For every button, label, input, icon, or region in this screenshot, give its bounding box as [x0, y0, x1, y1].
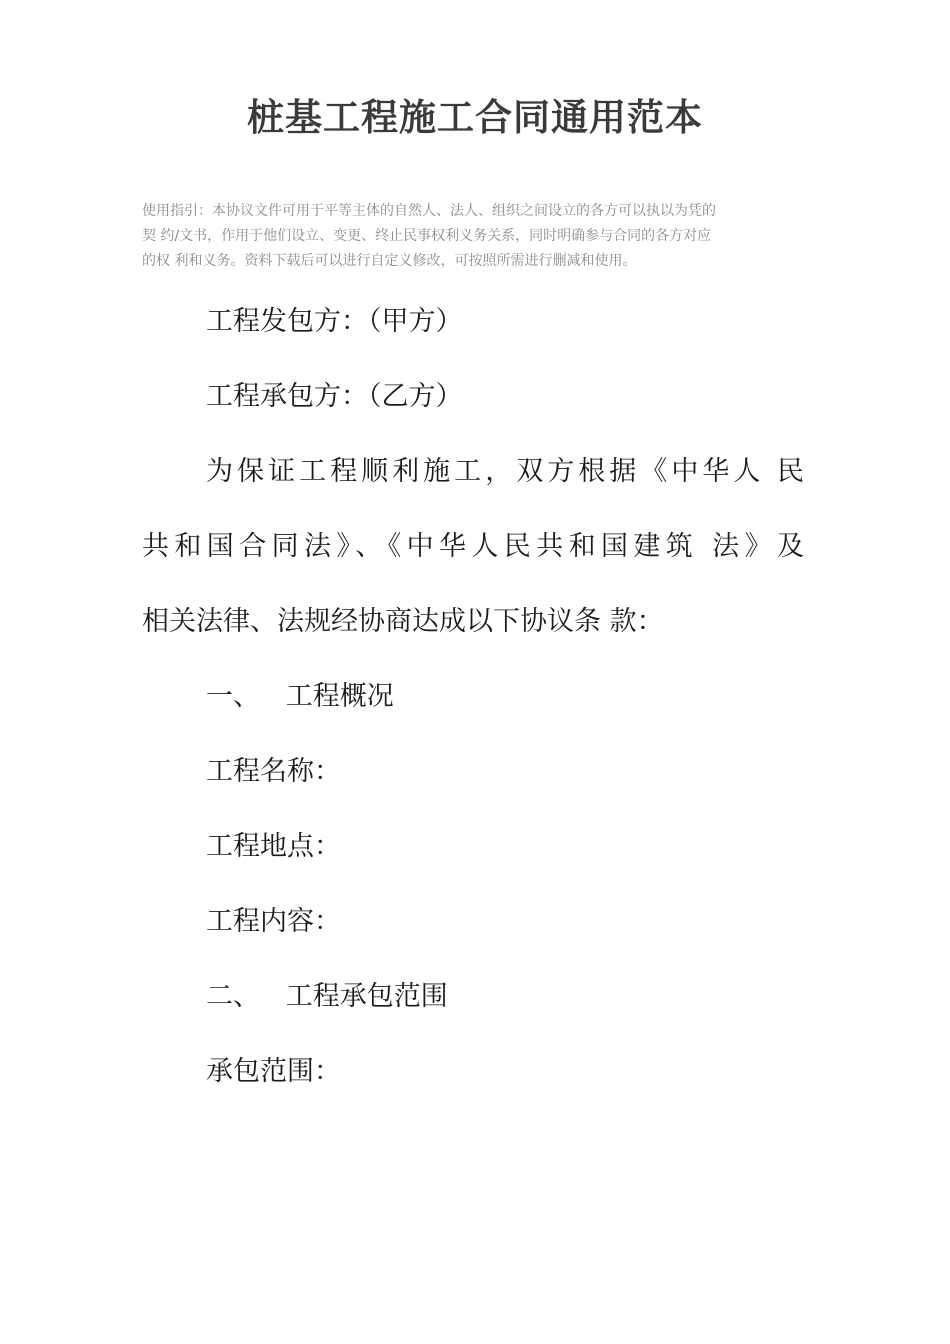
usage-guide-line: 使用指引：本协议文件可用于平等主体的自然人、法人、组织之间设立的各方可以执以为凭的 [142, 203, 716, 219]
project-location-label: 工程地点： [206, 831, 341, 862]
usage-guide-line: 的权 利和义务。资料下载后可以进行自定义修改，可按照所需进行删减和使用。 [142, 253, 637, 269]
project-name-label: 工程名称： [206, 756, 341, 787]
contract-scope-label: 承包范围： [206, 1056, 341, 1087]
preamble-line: 相关法律、法规经协商达成以下协议条 款： [142, 606, 664, 637]
section-heading-scope: 二、 工程承包范围 [206, 981, 448, 1012]
section-heading-overview: 一、 工程概况 [206, 681, 394, 712]
preamble-line: 共和国合同法》、《中华人民共和国建筑 法》及 [142, 531, 804, 562]
party-a-line: 工程发包方：（甲方） [206, 306, 463, 337]
party-b-line: 工程承包方：（乙方） [206, 381, 463, 412]
usage-guide-line: 契 约/文书，作用于他们设立、变更、终止民事权利义务关系，同时明确参与合同的各方对应 [142, 228, 712, 244]
document-title: 桩基工程施工合同通用范本 [247, 96, 703, 139]
project-content-label: 工程内容： [206, 906, 341, 937]
preamble-line: 为保证工程顺利施工，双方根据《中华人 民 [206, 456, 804, 487]
usage-guide [142, 199, 808, 274]
